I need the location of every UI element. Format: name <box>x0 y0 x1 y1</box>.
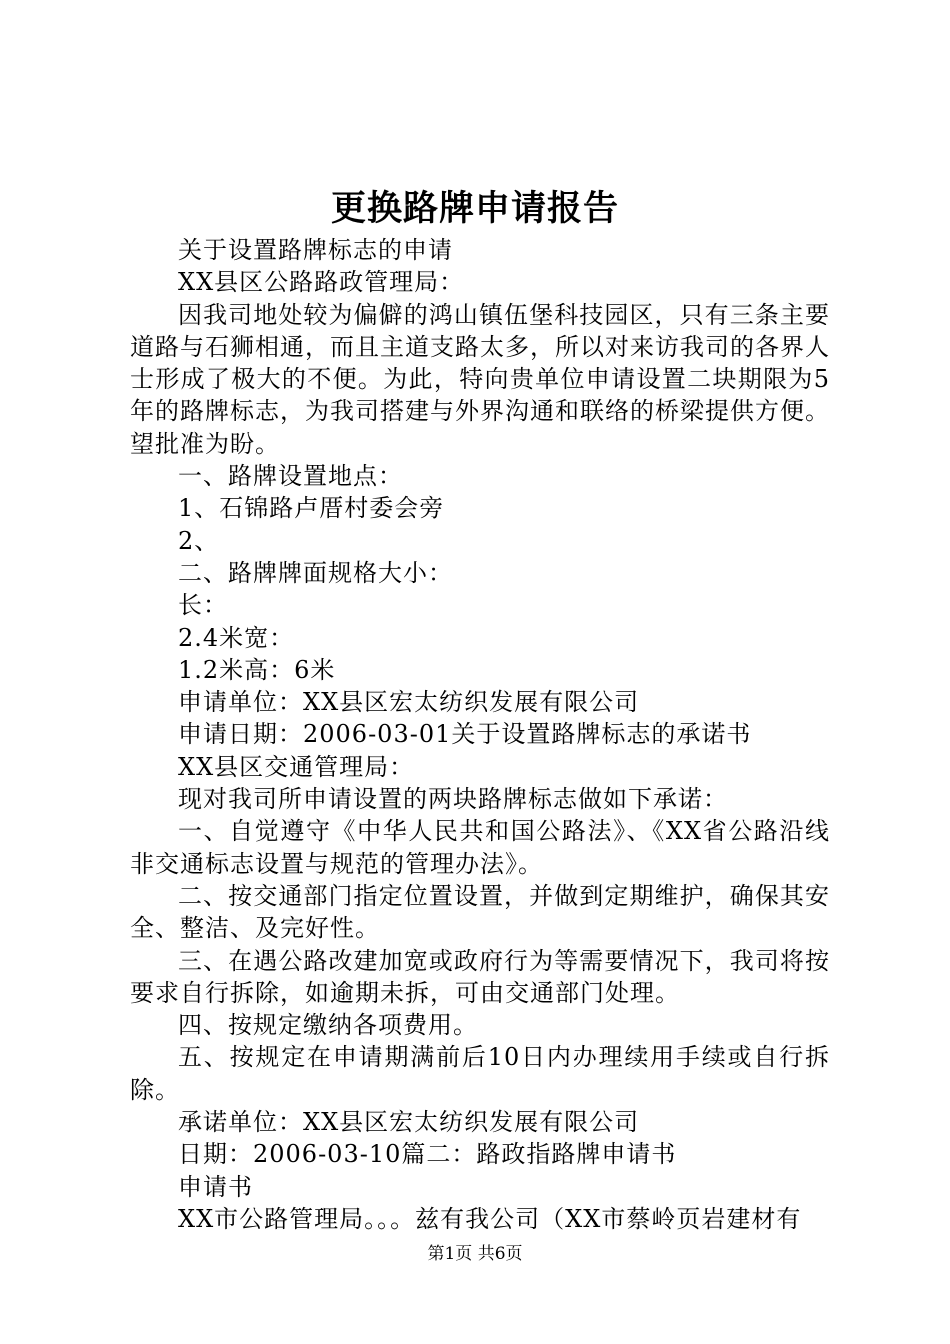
paragraph: 2、 <box>178 526 220 555</box>
paragraph: 2.4米宽： <box>178 623 295 652</box>
paragraph: 关于设置路牌标志的申请 <box>178 236 453 264</box>
paragraph: 1.2米高：6米 <box>178 655 336 684</box>
paragraph: 一、路牌设置地点： <box>178 462 403 491</box>
document-body <box>130 234 830 1235</box>
paragraph: 申请单位：XX县区宏太纺织发展有限公司 <box>178 688 640 717</box>
paragraph: 申请日期：2006-03-01关于设置路牌标志的承诺书 <box>178 720 752 749</box>
page-footer: 第1页 共6页 <box>427 1244 523 1264</box>
paragraph: 二、路牌牌面规格大小： <box>178 558 453 587</box>
paragraph: XX县区交通管理局： <box>178 752 415 781</box>
paragraph: 一、自觉遵守《中华人民共和国公路法》、《XX省公路沿线非交通标志设置与规范的管理办法》。 <box>130 817 830 878</box>
paragraph: 日期：2006-03-10篇二：路政指路牌申请书 <box>178 1140 677 1169</box>
paragraph: 承诺单位：XX县区宏太纺织发展有限公司 <box>178 1108 640 1137</box>
paragraph: 1、石锦路卢厝村委会旁 <box>178 494 445 523</box>
paragraph: 现对我司所申请设置的两块路牌标志做如下承诺： <box>178 785 728 814</box>
paragraph: XX市公路管理局。。。兹有我公司（XX市蔡岭页岩建材有 <box>178 1204 802 1233</box>
paragraph: 二、按交通部门指定位置设置，并做到定期维护，确保其安全、整洁、及完好性。 <box>130 881 830 943</box>
paragraph: 五、按规定在申请期满前后10日内办理续用手续或自行拆除。 <box>130 1043 830 1104</box>
paragraph: 因我司地处较为偏僻的鸿山镇伍堡科技园区，只有三条主要道路与石狮相通，而且主道支路太多，所以对来访我司的各界人士形成了极大的不便。为此，特向贵单位申请设置二块期限为5年的路牌标志，为我司搭建与外界沟通和联络的桥梁提供方便。望批准为盼。 <box>130 300 830 458</box>
document-title: 更换路牌申请报告 <box>330 188 619 229</box>
paragraph: 长： <box>178 591 228 620</box>
paragraph: 三、在遇公路改建加宽或政府行为等需要情况下，我司将按要求自行拆除，如逾期未拆，可由交通部门处理。 <box>130 946 830 1007</box>
paragraph: 申请书 <box>178 1172 253 1201</box>
paragraph: XX县区公路路政管理局： <box>178 268 465 297</box>
paragraph: 四、按规定缴纳各项费用。 <box>178 1011 478 1040</box>
